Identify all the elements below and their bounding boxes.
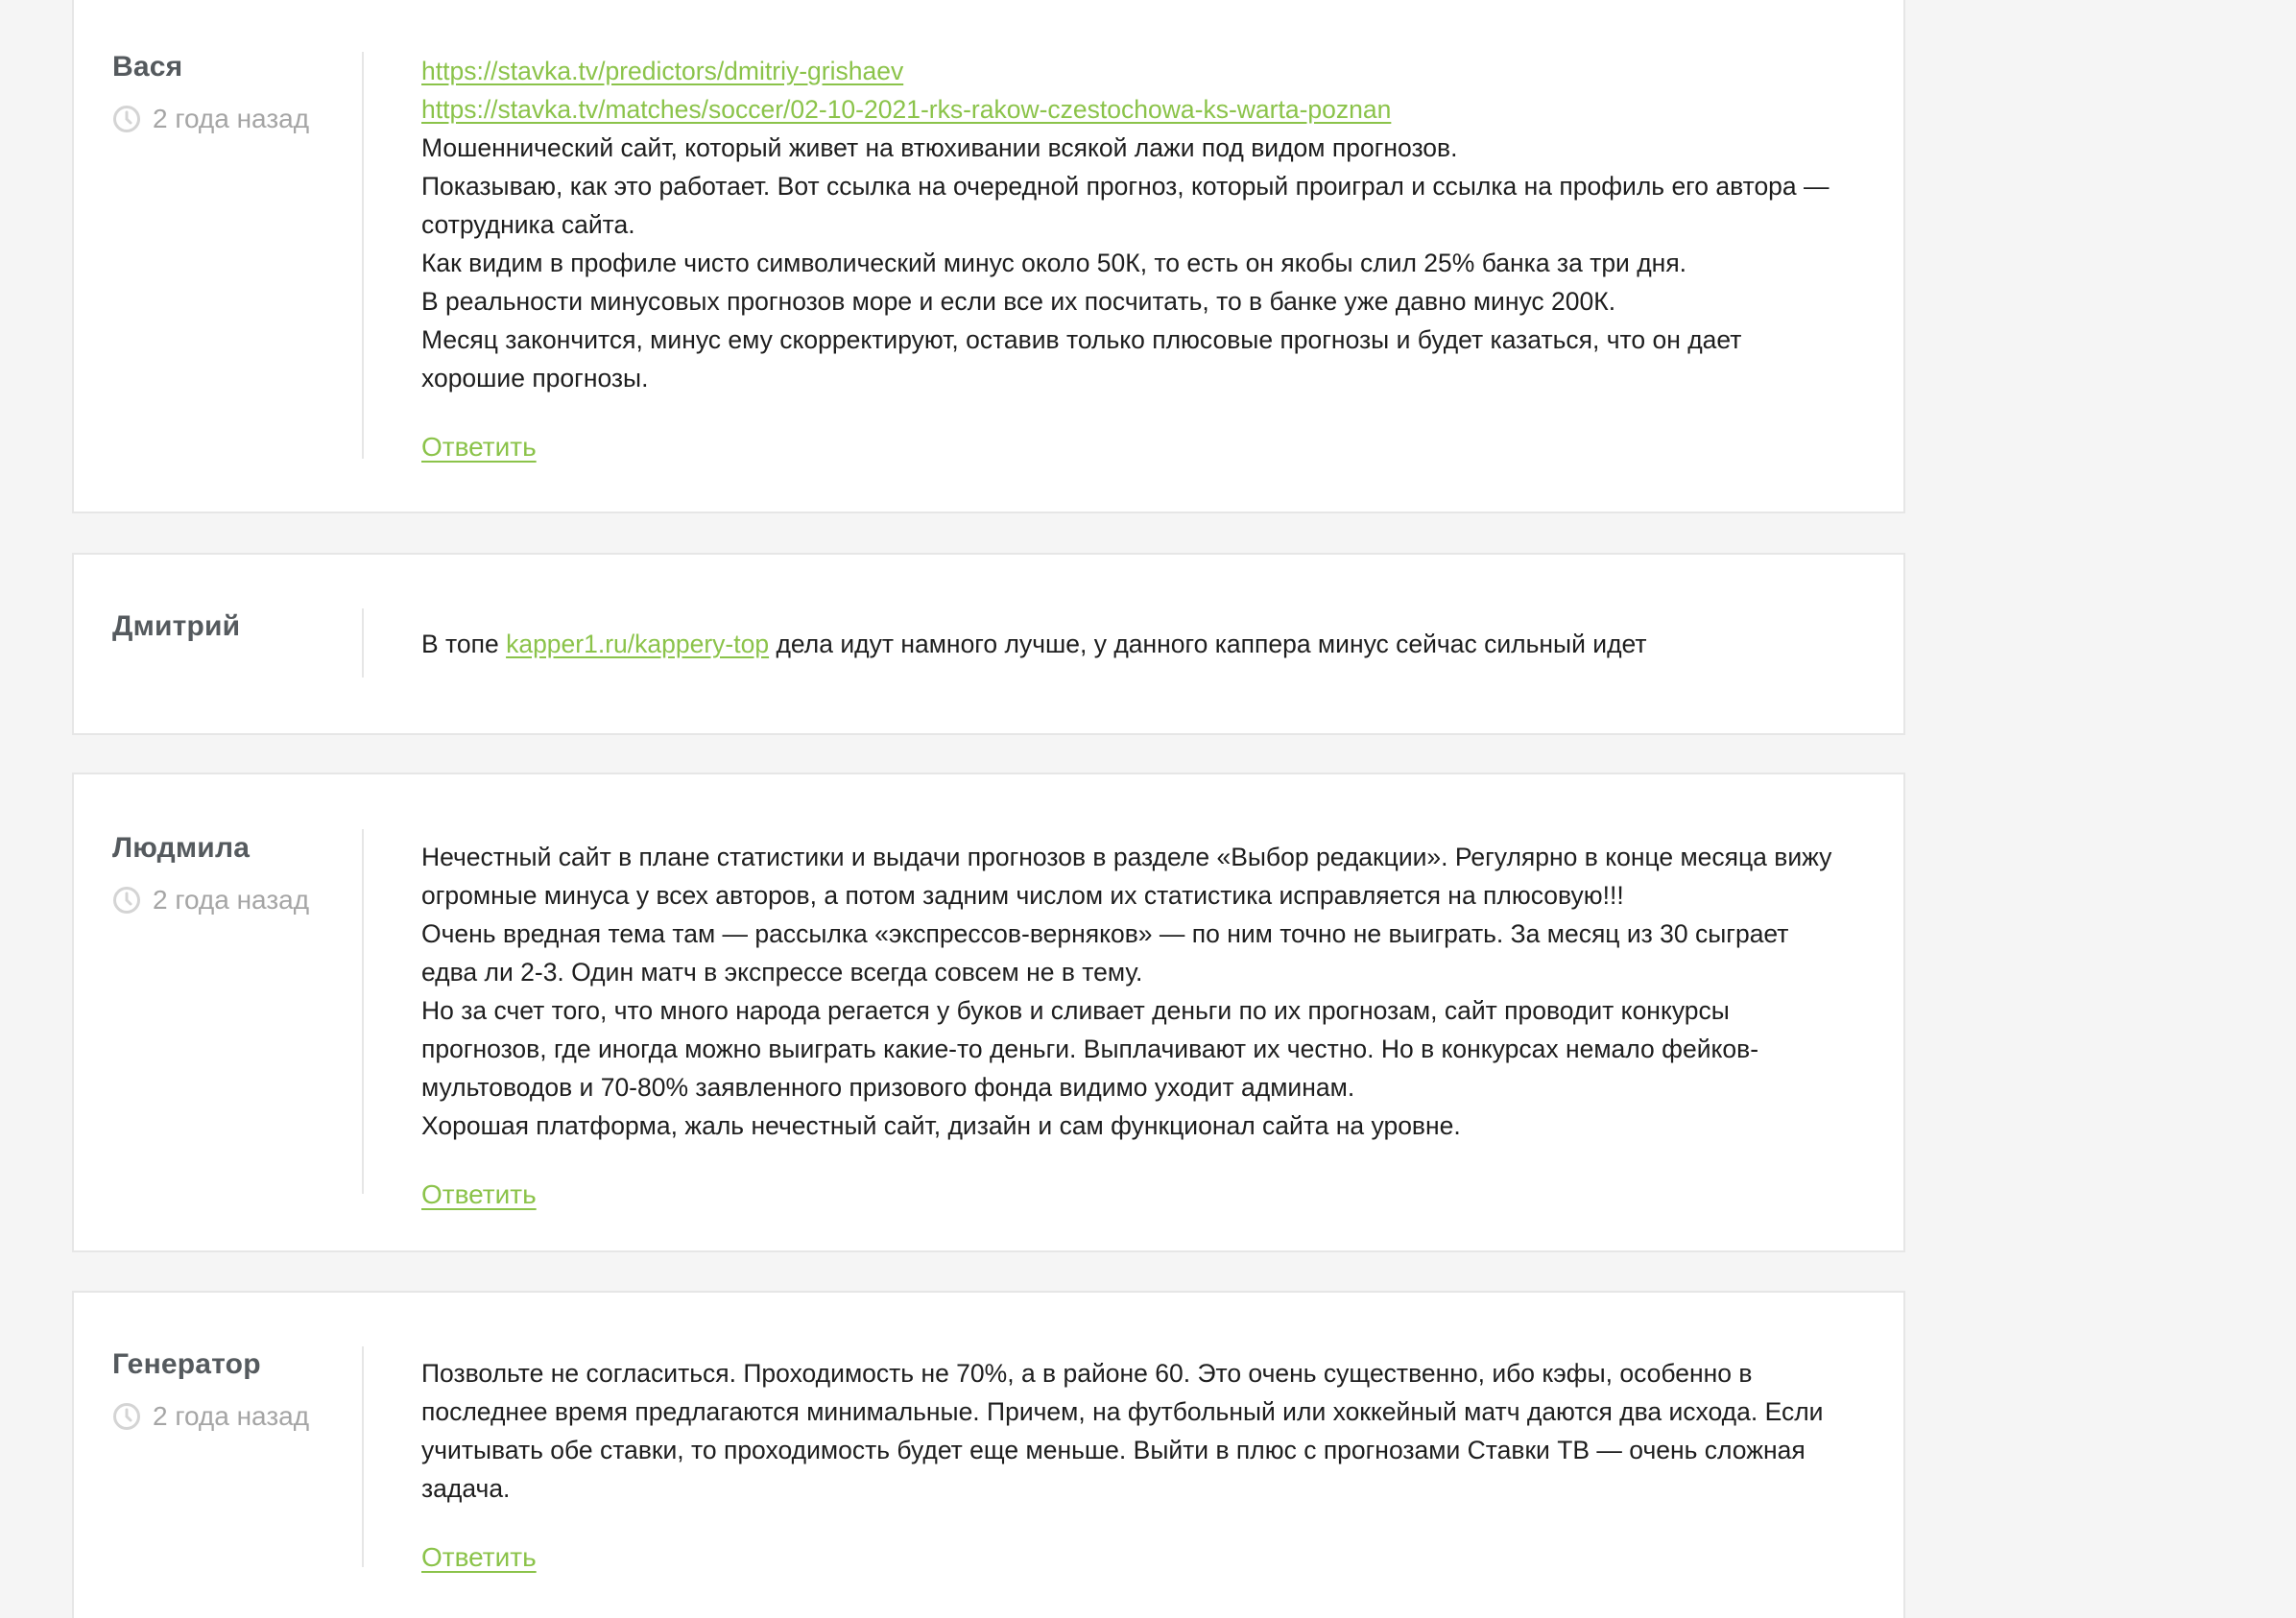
comment-time-label: 2 года назад — [153, 1401, 310, 1431]
comment-paragraph: Очень вредная тема там — рассылка «экспрессов-верняков» — по ним точно не выиграть. За месяц из 30 сыграет едва ли 2-3. Один матч в экспрессе всегда совсем не в тему. — [421, 919, 1789, 987]
comment-paragraph: В реальности минусовых прогнозов море и если все их посчитать, то в банке уже давно минус 200К. — [421, 287, 1616, 316]
clock-icon — [112, 1402, 141, 1431]
comment-time — [112, 883, 362, 917]
reply-button[interactable]: Ответить — [421, 432, 537, 462]
comment-author: Вася — [112, 51, 183, 83]
comment-paragraph: Как видим в профиле чисто символический минус около 50К, то есть он якобы слил 25% банка за три дня. — [421, 249, 1687, 277]
comment-paragraph: Мошеннический сайт, который живет на втюхивании всякой лажи под видом прогнозов. — [421, 133, 1458, 162]
comment-text-after: дела идут намного лучше, у данного каппера минус сейчас сильный идет — [769, 630, 1647, 658]
comment-card — [72, 1291, 1905, 1618]
comment-card — [72, 773, 1905, 1252]
comment-meta — [74, 0, 362, 512]
comment-paragraph: Хорошая платформа, жаль нечестный сайт, дизайн и сам функционал сайта на уровне. — [421, 1111, 1461, 1140]
comment-time-label: 2 года назад — [153, 104, 310, 133]
comment-text-before: В топе — [421, 630, 507, 658]
comment-meta — [74, 1293, 362, 1618]
comment-paragraph: Нечестный сайт в плане статистики и выдачи прогнозов в разделе «Выбор редакции». Регулярно в конце месяца вижу огромные минуса у всех авторов, а потом задним числом их статистика исправляется на плюсовую!!! — [421, 843, 1832, 910]
clock-icon — [112, 105, 141, 133]
comment-paragraph: Но за счет того, что много народа регается у буков и сливает деньги по их прогнозам, сайт проводит конкурсы прогнозов, где иногда можно выиграть какие-то деньги. Выплачивают их честно. Но в конкурсах немало фейков-мультоводов и 70-80% заявленного призового фонда видимо уходит админам. — [421, 996, 1759, 1102]
comment-author: Генератор — [112, 1348, 261, 1380]
comment-meta — [74, 774, 362, 1250]
comment-time-label: 2 года назад — [153, 885, 310, 915]
comment-time — [112, 102, 362, 136]
comment-text — [421, 829, 1846, 1145]
comment-link-predictor[interactable]: https://stavka.tv/predictors/dmitriy-grishaev — [421, 57, 904, 85]
reply-button[interactable]: Ответить — [421, 1542, 537, 1572]
comment-body — [362, 829, 1903, 1209]
comment-author: Людмила — [112, 832, 251, 864]
comment-paragraph: Позвольте не согласиться. Проходимость не 70%, а в районе 60. Это очень существенно, ибо кэфы, особенно в последнее время предлагаются минимальные. Причем, на футбольный или хоккейный матч даются два исхода. Если учитывать обе ставки, то проходимость будет еще меньше. Выйти в плюс с прогнозами Ставки ТВ — очень сложная задача. — [421, 1359, 1824, 1503]
comment-link-kapper[interactable]: kapper1.ru/kappery-top — [506, 630, 770, 658]
comment-meta — [74, 555, 362, 733]
comment-time — [112, 1399, 362, 1434]
comment-card — [72, 0, 1905, 513]
reply-button[interactable]: Ответить — [421, 1179, 537, 1209]
comment-card — [72, 553, 1905, 735]
comment-text — [421, 608, 1846, 663]
comment-body — [362, 1346, 1903, 1572]
comment-author: Дмитрий — [112, 610, 241, 642]
comment-body — [362, 608, 1903, 678]
clock-icon — [112, 886, 141, 915]
comment-text — [421, 1346, 1846, 1508]
comment-text — [421, 52, 1846, 397]
comment-paragraph: Показываю, как это работает. Вот ссылка на очередной прогноз, который проиграл и ссылка на профиль его автора — сотрудника сайта. — [421, 172, 1830, 239]
comment-paragraph: Месяц закончится, минус ему скорректируют, оставив только плюсовые прогнозы и будет казаться, что он дает хорошие прогнозы. — [421, 325, 1742, 393]
comment-link-match[interactable]: https://stavka.tv/matches/soccer/02-10-2021-rks-rakow-czestochowa-ks-warta-poznan — [421, 95, 1392, 124]
comment-body — [362, 52, 1903, 462]
